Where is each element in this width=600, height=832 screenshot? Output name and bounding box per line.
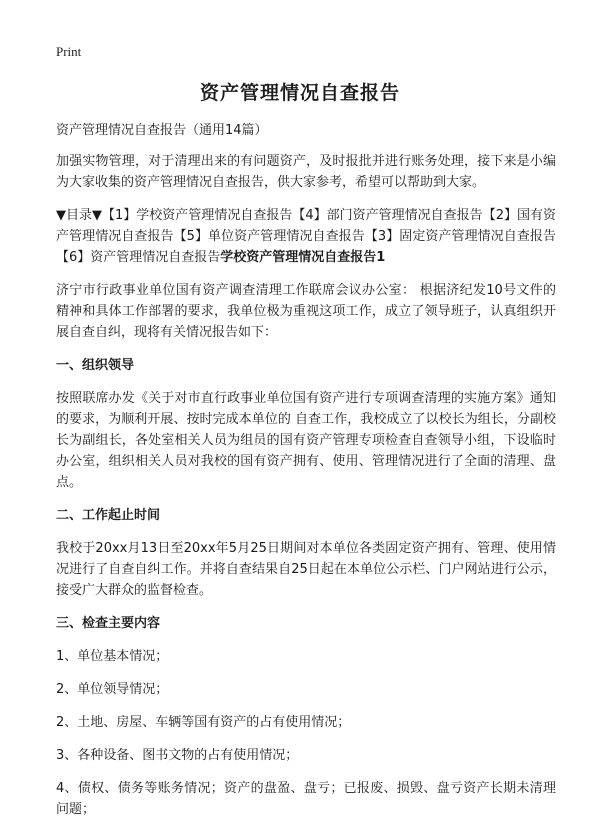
toc-link-4[interactable]: 【4】部门资产管理情况自查报告	[292, 208, 483, 223]
list-item: 2、土地、房屋、车辆等国有资产的占有使用情况；	[56, 715, 351, 730]
section-heading-inspection-content: 三、检查主要内容	[56, 616, 161, 631]
opening-paragraph: 济宁市行政事业单位国有资产调查清理工作联席会议办公室： 根据济纪发10号文件的精神和具体工作部署的要求，我单位极为重视这项工作，成立了领导班子，认真组织开展自查自纠，现将有关情况报告如下：	[56, 283, 556, 340]
toc-link-6[interactable]: 【6】资产管理情况自查报告	[56, 250, 221, 265]
list-item: 3、各种设备、图书文物的占有使用情况；	[56, 748, 299, 763]
section-heading-timeframe: 二、工作起止时间	[56, 508, 161, 523]
toc-link-5[interactable]: 【5】单位资产管理情况自查报告	[173, 229, 365, 244]
table-of-contents	[56, 205, 556, 268]
intro-paragraph: 加强实物管理，对于清理出来的有问题资产，及时报批并进行账务处理，接下来是小编为大家收集的资产管理情况自查报告，供大家参考，希望可以帮助到大家。	[56, 154, 556, 190]
section-paragraph-timeframe: 我校于20xx月13日至20xx年5月25日期间对本单位各类固定资产拥有、管理、使用情况进行了自查自纠工作。并将自查结果自25日起在本单位公示栏、门户网站进行公示，接受广大群众的监督检查。	[56, 541, 556, 598]
document-body	[56, 120, 556, 832]
section-paragraph-organization: 按照联席办发《关于对市直行政事业单位国有资产进行专项调查清理的实施方案》通知的要求，为顺利开展、按时完成本单位的 自查工作，我校成立了以校长为组长，分副校长为副组长，各处室相关人员为组员的国有资产管理专项检查自查领导小组，下设临时办公室，组织相关人员对我校的国有资产拥有、使用、管理情况进行了全面的清理、盘点。	[56, 391, 556, 490]
toc-link-1[interactable]: 【1】学校资产管理情况自查报告	[102, 208, 293, 223]
list-item: 1、单位基本情况；	[56, 649, 169, 664]
toc-link-3[interactable]: 【3】固定资产管理情况自查报告	[364, 229, 556, 244]
toc-prefix: ▼目录▼	[56, 208, 103, 223]
toc-link-2[interactable]: 【2】国有资产管理情况自查报告	[56, 208, 556, 244]
list-item: 2、单位领导情况；	[56, 682, 169, 697]
document-subtitle: 资产管理情况自查报告（通用14篇）	[56, 123, 268, 138]
section-heading-organization: 一、组织领导	[56, 358, 135, 373]
print-link[interactable]: Print	[56, 44, 82, 59]
page-title: 资产管理情况自查报告	[199, 82, 400, 104]
list-item: 4、债权、债务等账务情况；资产的盘盈、盘亏；已报废、损毁、盘亏资产长期未清理问题；	[56, 781, 556, 817]
toc-current-heading: 学校资产管理情况自查报告1	[220, 250, 386, 265]
